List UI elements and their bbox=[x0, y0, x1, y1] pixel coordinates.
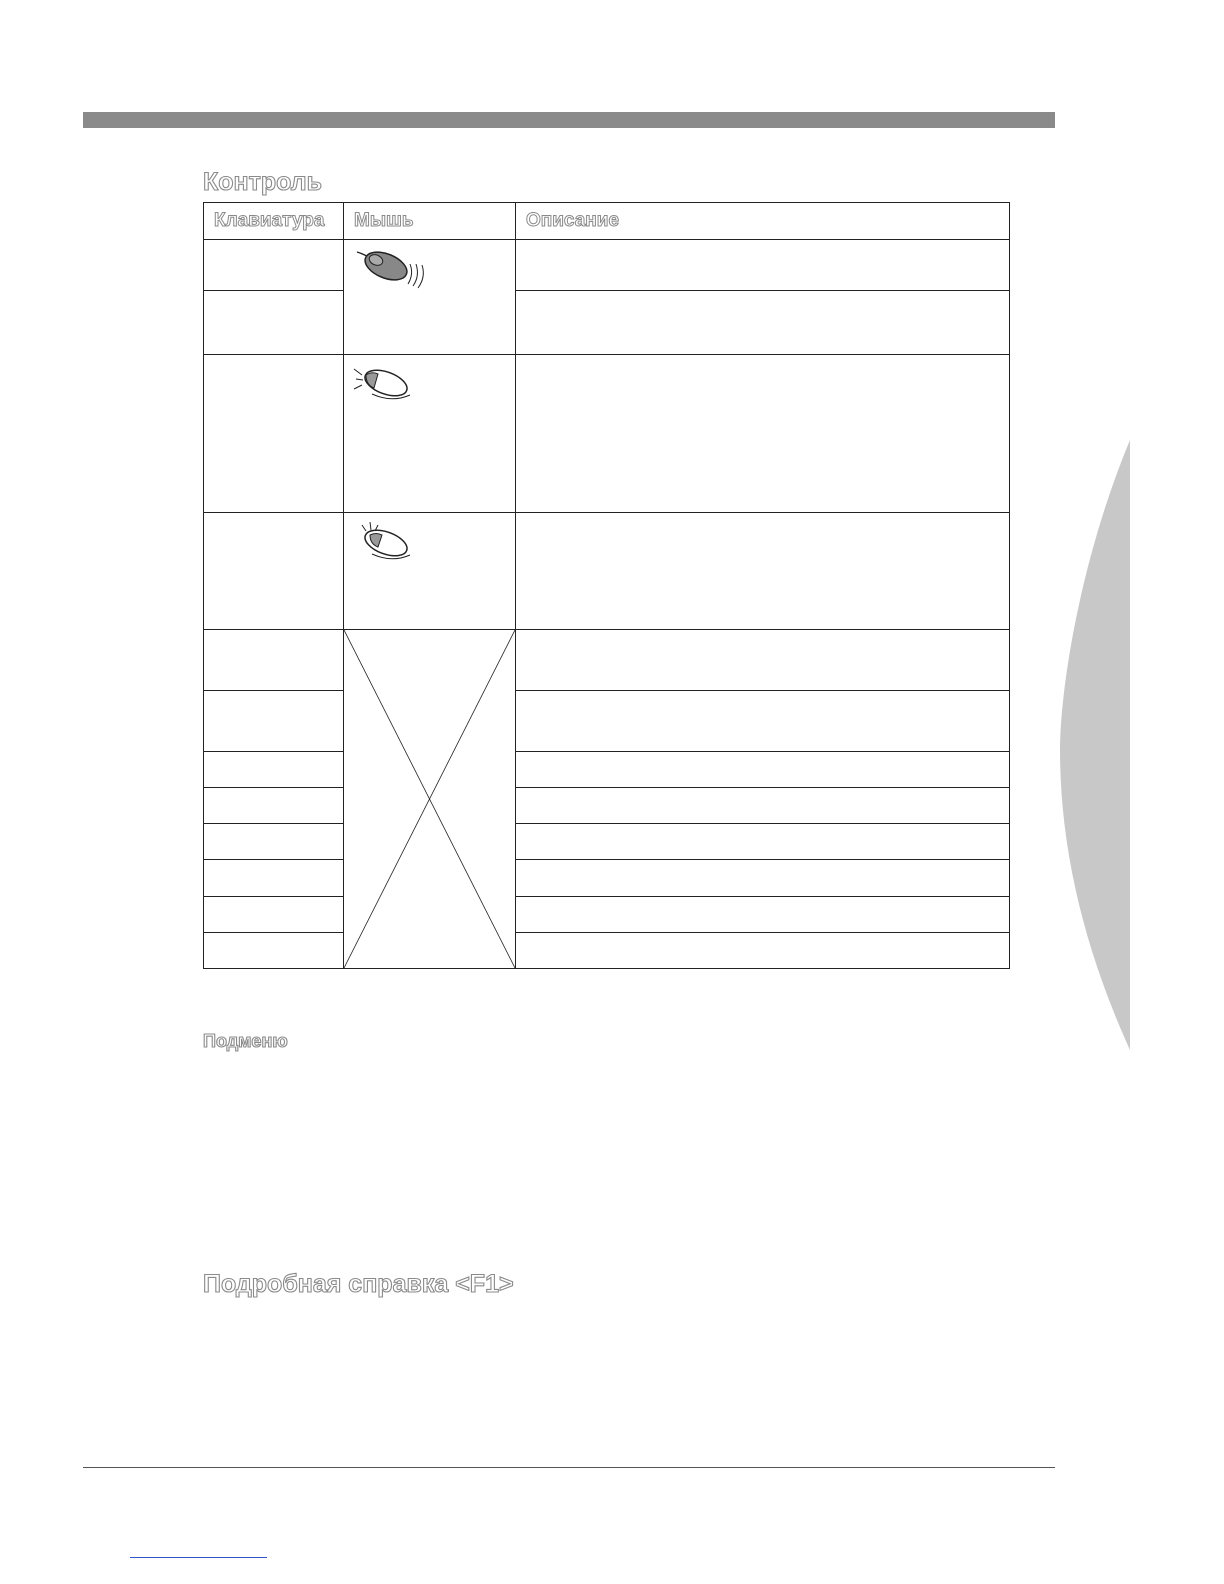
description-cell bbox=[516, 355, 1010, 513]
description-cell bbox=[516, 630, 1010, 691]
description-cell bbox=[516, 824, 1010, 860]
description-cell bbox=[516, 860, 1010, 897]
cross-mark bbox=[344, 630, 515, 968]
key-cell bbox=[204, 513, 344, 630]
key-cell bbox=[204, 897, 344, 933]
section-title-submenu: Подменю bbox=[203, 1031, 288, 1051]
footer-divider bbox=[83, 1467, 1055, 1468]
mouse-cell bbox=[344, 513, 516, 630]
table-row bbox=[204, 933, 1010, 969]
footer-link-underline bbox=[130, 1557, 267, 1558]
table-row bbox=[204, 691, 1010, 752]
key-cell bbox=[204, 291, 344, 355]
header-mouse: Мышь bbox=[344, 203, 516, 240]
mouse-left-click-icon bbox=[352, 361, 422, 405]
key-cell bbox=[204, 752, 344, 788]
description-cell bbox=[516, 291, 1010, 355]
mouse-move-icon bbox=[352, 246, 432, 290]
table-header-row bbox=[204, 203, 1010, 240]
table-row bbox=[204, 291, 1010, 355]
description-cell bbox=[516, 240, 1010, 291]
side-tab-decoration bbox=[1060, 440, 1130, 1050]
description-cell bbox=[516, 933, 1010, 969]
key-cell bbox=[204, 630, 344, 691]
section-title-control: Контроль bbox=[203, 168, 323, 196]
key-cell bbox=[204, 355, 344, 513]
table-row bbox=[204, 513, 1010, 630]
key-cell bbox=[204, 240, 344, 291]
key-cell bbox=[204, 933, 344, 969]
table-row bbox=[204, 240, 1010, 291]
description-cell bbox=[516, 752, 1010, 788]
header-description: Описание bbox=[516, 203, 1010, 240]
key-cell bbox=[204, 824, 344, 860]
table-row bbox=[204, 897, 1010, 933]
description-cell bbox=[516, 788, 1010, 824]
table-row bbox=[204, 788, 1010, 824]
key-cell bbox=[204, 860, 344, 897]
table-row bbox=[204, 860, 1010, 897]
section-title-help: Подробная справка <F1> bbox=[203, 1270, 514, 1298]
key-cell bbox=[204, 788, 344, 824]
mouse-cell bbox=[344, 240, 516, 355]
mouse-cell bbox=[344, 355, 516, 513]
no-mouse-cell bbox=[344, 630, 516, 969]
table-row bbox=[204, 752, 1010, 788]
header-bar bbox=[83, 112, 1055, 128]
mouse-right-click-icon bbox=[352, 519, 422, 563]
description-cell bbox=[516, 691, 1010, 752]
description-cell bbox=[516, 513, 1010, 630]
table-row bbox=[204, 630, 1010, 691]
table-row bbox=[204, 824, 1010, 860]
table-row bbox=[204, 355, 1010, 513]
controls-table bbox=[203, 202, 1010, 969]
header-keyboard: Клавиатура bbox=[204, 203, 344, 240]
key-cell bbox=[204, 691, 344, 752]
description-cell bbox=[516, 897, 1010, 933]
